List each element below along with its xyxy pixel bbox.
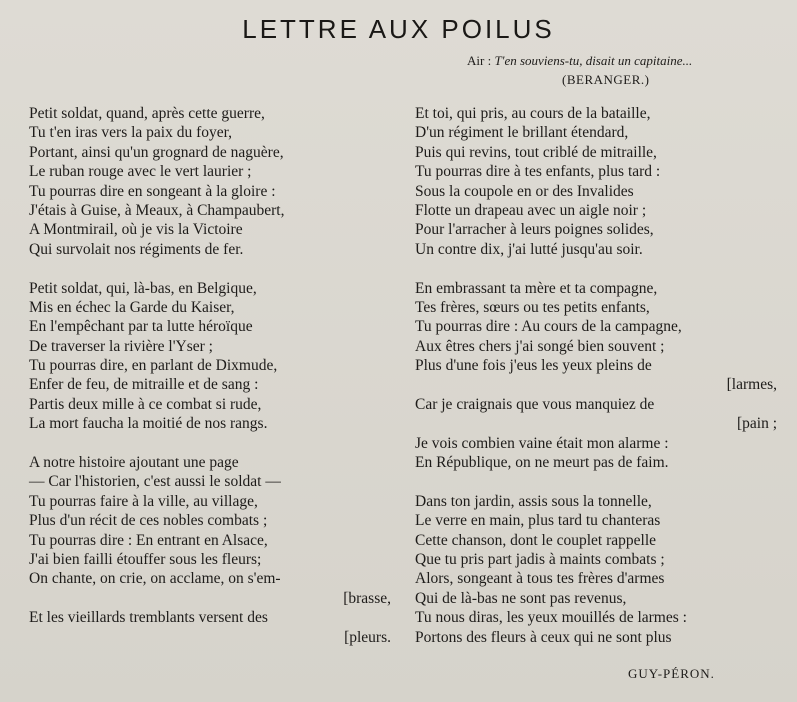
composer-credit: (BERANGER.) [562, 72, 650, 87]
verse-line: En République, on ne meurt pas de faim. [415, 454, 669, 472]
verse-line: Le ruban rouge avec le vert laurier ; [29, 163, 252, 181]
verse-line: D'un régiment le brillant étendard, [415, 124, 629, 142]
verse-line: Enfer de feu, de mitraille et de sang : [29, 376, 259, 394]
verse-line: La mort faucha la moitié de nos rangs. [29, 415, 268, 433]
verse-line: Tu pourras dire à tes enfants, plus tard : [415, 163, 661, 181]
verse-line: Mis en échec la Garde du Kaiser, [29, 298, 235, 316]
verse-line: Portons des fleurs à ceux qui ne sont plus [415, 628, 672, 646]
verse-line: Petit soldat, qui, là-bas, en Belgique, [29, 279, 257, 297]
verse-line: Tes frères, sœurs ou tes petits enfants, [415, 298, 650, 316]
verse-line: A notre histoire ajoutant une page [29, 454, 239, 472]
verse-line: Plus d'un récit de ces nobles combats ; [29, 512, 268, 530]
verse-line: Et toi, qui pris, au cours de la bataille, [415, 105, 651, 122]
verse-line-continuation: [pleurs. [344, 628, 391, 646]
verse-line: Tu pourras dire : Au cours de la campagne, [415, 318, 682, 336]
verse-line: Et les vieillards tremblants versent des [29, 609, 268, 627]
verse-line: — Car l'historien, c'est aussi le soldat — [29, 473, 281, 491]
stanza-gap [29, 259, 393, 278]
verse-line: Tu pourras dire, en parlant de Dixmude, [29, 357, 278, 375]
stanza-gap [415, 259, 779, 278]
verse-line: Je vois combien vaine était mon alarme : [415, 434, 669, 452]
verse-line: Dans ton jardin, assis sous la tonnelle, [415, 492, 652, 510]
author-signature: GUY-PÉRON. [628, 666, 715, 681]
verse-line-continuation: [larmes, [726, 376, 777, 394]
verse-line: Sous la coupole en or des Invalides [415, 182, 634, 200]
verse-line: A Montmirail, où je vis la Victoire [29, 221, 243, 239]
verse-line: Tu pourras dire : En entrant en Alsace, [29, 531, 268, 549]
verse-line: Partis deux mille à ce combat si rude, [29, 395, 262, 413]
verse-line: Flotte un drapeau avec un aigle noir ; [415, 201, 647, 219]
verse-line: Le verre en main, plus tard tu chanteras [415, 512, 661, 530]
verse-line: J'étais à Guise, à Meaux, à Champaubert, [29, 201, 285, 219]
verse-line: Que tu pris part jadis à maints combats ; [415, 550, 665, 568]
verse-line: Tu pourras faire à la ville, au village, [29, 492, 258, 510]
stanza-gap [415, 472, 779, 491]
verse-line: Tu nous diras, les yeux mouillés de larmes : [415, 609, 687, 627]
air-credit [467, 53, 692, 69]
air-song-title: T'en souviens-tu, disait un capitaine... [494, 53, 693, 68]
stanza-gap [29, 434, 393, 453]
poem-column-right [415, 104, 779, 647]
verse-line: Un contre dix, j'ai lutté jusqu'au soir. [415, 240, 643, 258]
verse-line: Portant, ainsi qu'un grognard de naguère, [29, 143, 284, 161]
verse-line: Qui survolait nos régiments de fer. [29, 240, 244, 258]
verse-line: Qui de là-bas ne sont pas revenus, [415, 589, 627, 607]
poem-column-left [29, 104, 393, 647]
verse-line: Car je craignais que vous manquiez de [415, 395, 655, 413]
verse-line: Tu pourras dire en songeant à la gloire : [29, 182, 276, 200]
verse-line: Alors, songeant à tous tes frères d'armes [415, 570, 665, 588]
verse-line: Plus d'une fois j'eus les yeux pleins de [415, 357, 652, 375]
verse-line: Cette chanson, dont le couplet rappelle [415, 531, 657, 549]
verse-line: Tu t'en iras vers la paix du foyer, [29, 124, 233, 142]
verse-line: De traverser la rivière l'Yser ; [29, 337, 213, 355]
air-label: Air : [467, 53, 495, 68]
verse-line: On chante, on crie, on acclame, on s'em- [29, 570, 281, 588]
verse-line: Aux êtres chers j'ai songé bien souvent ; [415, 337, 665, 355]
verse-line-continuation: [pain ; [736, 415, 777, 433]
verse-line: Puis qui revins, tout criblé de mitraille, [415, 143, 657, 161]
verse-line-continuation: [brasse, [343, 589, 391, 607]
verse-line: En embrassant ta mère et ta compagne, [415, 279, 658, 297]
verse-line: En l'empêchant par ta lutte héroïque [29, 318, 253, 336]
verse-line: Pour l'arracher à leurs poignes solides, [415, 221, 654, 239]
verse-line: J'ai bien failli étouffer sous les fleurs; [29, 550, 262, 568]
verse-line: Petit soldat, quand, après cette guerre, [29, 105, 265, 122]
poem-title: LETTRE AUX POILUS [242, 14, 555, 44]
